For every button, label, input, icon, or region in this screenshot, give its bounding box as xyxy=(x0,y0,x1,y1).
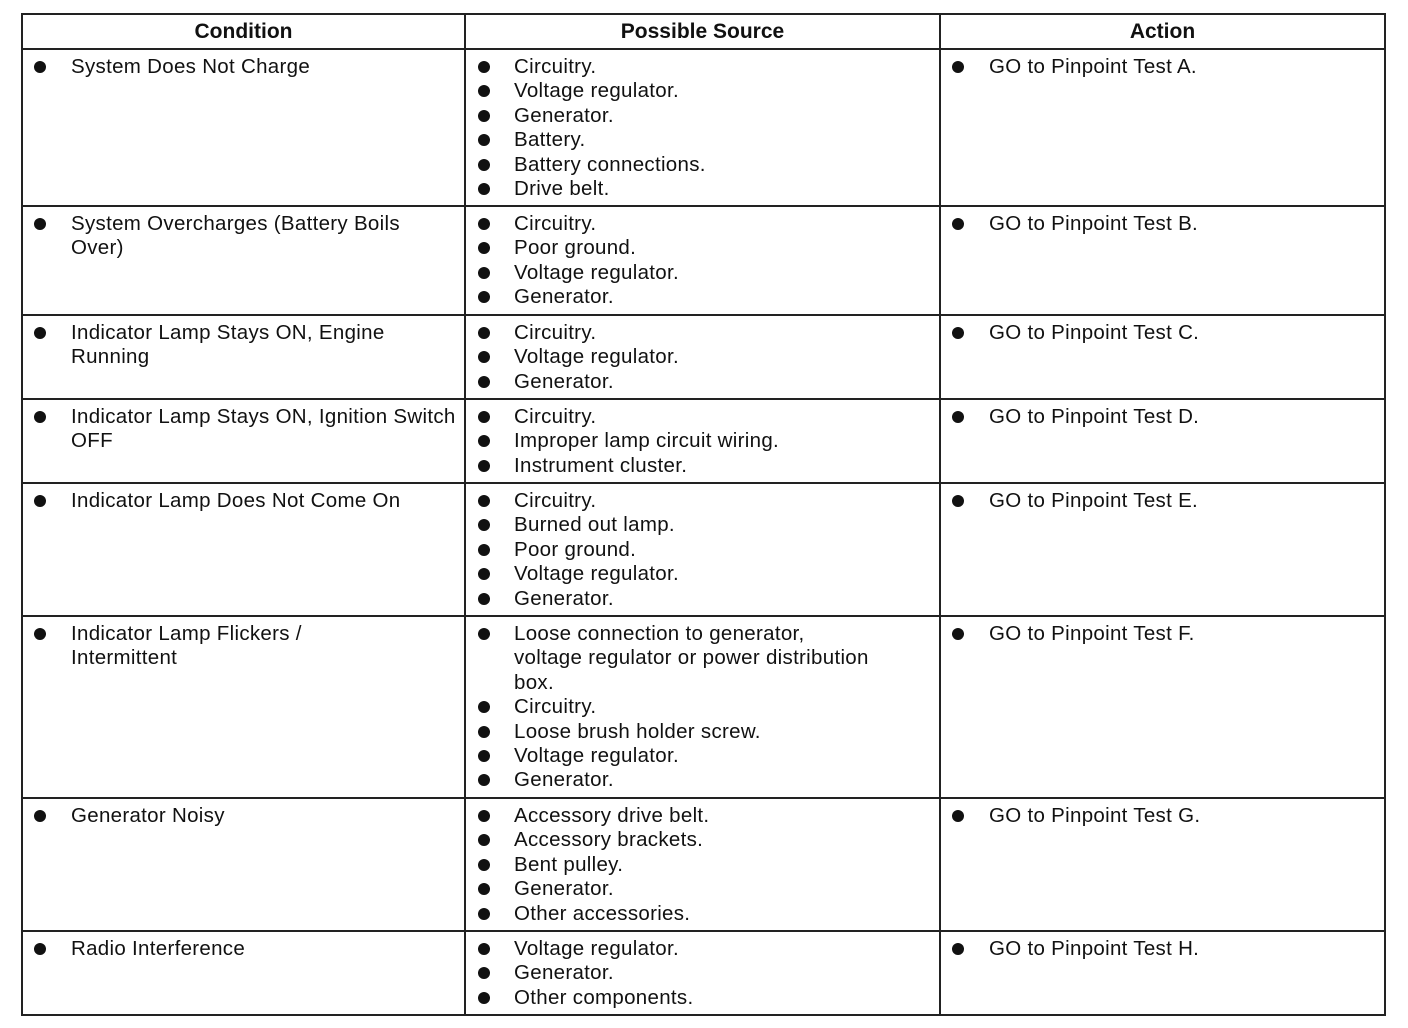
bullet-icon xyxy=(478,327,490,339)
condition-text: System Does Not Charge xyxy=(71,55,311,78)
source-text: Battery connections. xyxy=(514,152,706,176)
bullet-icon xyxy=(478,376,490,388)
header-action: Action xyxy=(940,14,1385,49)
header-condition: Condition xyxy=(22,14,465,49)
source-text: Loose brush holder screw. xyxy=(514,719,761,743)
source-text: Circuitry. xyxy=(514,212,597,235)
list-item xyxy=(941,212,1384,236)
list-item xyxy=(941,405,1384,429)
list-item xyxy=(23,55,464,79)
bullet-icon xyxy=(952,628,964,640)
list-item xyxy=(466,177,939,201)
source-text: Poor ground. xyxy=(514,236,637,260)
list-item xyxy=(23,622,464,671)
list-item xyxy=(466,961,939,985)
source-text: Circuitry. xyxy=(514,695,597,719)
bullet-icon xyxy=(478,774,490,786)
list-item xyxy=(466,720,939,744)
list-item xyxy=(466,321,939,345)
condition-text: Indicator Lamp Stays ON, Engine Running xyxy=(71,321,385,369)
list-item xyxy=(466,454,939,478)
bullet-icon xyxy=(478,218,490,230)
list-item xyxy=(466,695,939,719)
bullet-icon xyxy=(478,568,490,580)
condition-text: Indicator Lamp Stays ON, Ignition Switch OFF xyxy=(71,405,456,453)
source-cell xyxy=(465,49,940,206)
condition-cell xyxy=(22,49,465,206)
action-cell xyxy=(940,798,1385,931)
list-item xyxy=(466,562,939,586)
list-item xyxy=(466,622,939,695)
list-item xyxy=(466,538,939,562)
list-item xyxy=(466,937,939,961)
table-row xyxy=(22,616,1385,798)
list-item xyxy=(466,345,939,369)
bullet-icon xyxy=(478,242,490,254)
list-item xyxy=(23,804,464,828)
source-text: Other components. xyxy=(514,985,694,1009)
action-text: GO to Pinpoint Test F. xyxy=(989,622,1195,645)
action-cell xyxy=(940,399,1385,483)
bullet-icon xyxy=(34,943,46,955)
list-item xyxy=(466,261,939,285)
list-item xyxy=(466,212,939,236)
source-text: Voltage regulator. xyxy=(514,345,679,369)
header-possible-source: Possible Source xyxy=(465,14,940,49)
bullet-icon xyxy=(952,218,964,230)
source-text: Generator. xyxy=(514,369,614,393)
source-cell xyxy=(465,483,940,616)
bullet-icon xyxy=(478,701,490,713)
bullet-icon xyxy=(478,544,490,556)
source-text: Instrument cluster. xyxy=(514,453,688,477)
bullet-icon xyxy=(34,327,46,339)
bullet-icon xyxy=(478,726,490,738)
bullet-icon xyxy=(478,834,490,846)
action-text: GO to Pinpoint Test G. xyxy=(989,804,1201,827)
source-text: Loose connection to generator, voltage regulator or power distribution box. xyxy=(514,622,869,694)
source-text: Generator. xyxy=(514,586,614,610)
condition-text: Indicator Lamp Flickers / Intermittent xyxy=(71,622,302,670)
bullet-icon xyxy=(478,967,490,979)
list-item xyxy=(941,937,1384,961)
table-row xyxy=(22,49,1385,206)
list-item xyxy=(466,104,939,128)
bullet-icon xyxy=(478,411,490,423)
source-text: Improper lamp circuit wiring. xyxy=(514,429,780,453)
bullet-icon xyxy=(952,495,964,507)
source-text: Accessory brackets. xyxy=(514,828,704,852)
source-text: Drive belt. xyxy=(514,177,610,201)
source-cell xyxy=(465,616,940,798)
list-item xyxy=(466,405,939,429)
bullet-icon xyxy=(952,810,964,822)
condition-cell xyxy=(22,315,465,399)
bullet-icon xyxy=(478,495,490,507)
action-text: GO to Pinpoint Test B. xyxy=(989,212,1199,235)
list-item xyxy=(466,768,939,792)
table-body xyxy=(22,49,1385,1015)
source-text: Other accessories. xyxy=(514,901,691,925)
table-row xyxy=(22,483,1385,616)
bullet-icon xyxy=(478,810,490,822)
source-text: Circuitry. xyxy=(514,55,597,78)
list-item xyxy=(466,370,939,394)
bullet-icon xyxy=(478,908,490,920)
condition-cell xyxy=(22,931,465,1015)
bullet-icon xyxy=(478,110,490,122)
source-cell xyxy=(465,206,940,315)
list-item xyxy=(23,405,464,454)
bullet-icon xyxy=(478,750,490,762)
source-text: Voltage regulator. xyxy=(514,937,679,960)
bullet-icon xyxy=(478,883,490,895)
diagnosis-table xyxy=(21,13,1386,1016)
source-text: Voltage regulator. xyxy=(514,744,679,768)
bullet-icon xyxy=(34,218,46,230)
list-item xyxy=(466,744,939,768)
condition-text: Generator Noisy xyxy=(71,804,225,827)
source-text: Generator. xyxy=(514,768,614,792)
bullet-icon xyxy=(478,351,490,363)
source-text: Circuitry. xyxy=(514,321,597,344)
table-row xyxy=(22,315,1385,399)
action-text: GO to Pinpoint Test E. xyxy=(989,489,1199,512)
source-text: Bent pulley. xyxy=(514,852,624,876)
bullet-icon xyxy=(478,628,490,640)
bullet-icon xyxy=(478,267,490,279)
condition-cell xyxy=(22,483,465,616)
condition-cell xyxy=(22,798,465,931)
bullet-icon xyxy=(478,61,490,73)
condition-cell xyxy=(22,616,465,798)
list-item xyxy=(466,804,939,828)
condition-text: Radio Interference xyxy=(71,937,246,960)
source-text: Voltage regulator. xyxy=(514,260,679,284)
bullet-icon xyxy=(952,943,964,955)
bullet-icon xyxy=(478,992,490,1004)
action-cell xyxy=(940,616,1385,798)
table-row xyxy=(22,798,1385,931)
bullet-icon xyxy=(952,327,964,339)
bullet-icon xyxy=(34,810,46,822)
source-cell xyxy=(465,315,940,399)
table-row xyxy=(22,931,1385,1015)
source-text: Voltage regulator. xyxy=(514,562,679,586)
action-text: GO to Pinpoint Test C. xyxy=(989,321,1200,344)
bullet-icon xyxy=(478,291,490,303)
list-item xyxy=(466,55,939,79)
source-text: Circuitry. xyxy=(514,489,597,512)
list-item xyxy=(23,321,464,370)
list-item xyxy=(466,489,939,513)
bullet-icon xyxy=(34,495,46,507)
list-item xyxy=(941,55,1384,79)
bullet-icon xyxy=(478,519,490,531)
source-text: Battery. xyxy=(514,128,586,152)
bullet-icon xyxy=(952,411,964,423)
bullet-icon xyxy=(952,61,964,73)
list-item xyxy=(466,853,939,877)
table-row xyxy=(22,399,1385,483)
source-text: Circuitry. xyxy=(514,405,597,428)
bullet-icon xyxy=(478,435,490,447)
action-text: GO to Pinpoint Test D. xyxy=(989,405,1200,428)
source-text: Generator. xyxy=(514,285,614,309)
bullet-icon xyxy=(34,61,46,73)
source-text: Generator. xyxy=(514,103,614,127)
source-text: Burned out lamp. xyxy=(514,513,675,537)
bullet-icon xyxy=(478,159,490,171)
bullet-icon xyxy=(478,943,490,955)
list-item xyxy=(466,986,939,1010)
list-item xyxy=(466,285,939,309)
list-item xyxy=(466,128,939,152)
bullet-icon xyxy=(34,628,46,640)
source-text: Voltage regulator. xyxy=(514,79,679,103)
list-item xyxy=(23,937,464,961)
list-item xyxy=(466,236,939,260)
action-cell xyxy=(940,49,1385,206)
bullet-icon xyxy=(478,593,490,605)
list-item xyxy=(941,489,1384,513)
list-item xyxy=(941,804,1384,828)
list-item xyxy=(466,429,939,453)
bullet-icon xyxy=(478,460,490,472)
bullet-icon xyxy=(478,183,490,195)
source-text: Generator. xyxy=(514,877,614,901)
table-row xyxy=(22,206,1385,315)
list-item xyxy=(466,153,939,177)
action-cell xyxy=(940,206,1385,315)
condition-text: System Overcharges (Battery Boils Over) xyxy=(71,212,400,260)
source-text: Poor ground. xyxy=(514,537,637,561)
list-item xyxy=(466,877,939,901)
bullet-icon xyxy=(478,859,490,871)
bullet-icon xyxy=(34,411,46,423)
action-text: GO to Pinpoint Test A. xyxy=(989,55,1197,78)
action-cell xyxy=(940,483,1385,616)
action-cell xyxy=(940,931,1385,1015)
list-item xyxy=(466,513,939,537)
list-item xyxy=(23,212,464,261)
header-row xyxy=(22,14,1385,49)
list-item xyxy=(466,902,939,926)
list-item xyxy=(466,587,939,611)
list-item xyxy=(23,489,464,513)
source-cell xyxy=(465,798,940,931)
source-text: Accessory drive belt. xyxy=(514,804,710,827)
action-text: GO to Pinpoint Test H. xyxy=(989,937,1200,960)
source-text: Generator. xyxy=(514,961,614,985)
source-cell xyxy=(465,399,940,483)
bullet-icon xyxy=(478,134,490,146)
list-item xyxy=(941,321,1384,345)
source-cell xyxy=(465,931,940,1015)
bullet-icon xyxy=(478,85,490,97)
list-item xyxy=(466,828,939,852)
condition-text: Indicator Lamp Does Not Come On xyxy=(71,489,401,512)
action-cell xyxy=(940,315,1385,399)
list-item xyxy=(941,622,1384,646)
condition-cell xyxy=(22,206,465,315)
condition-cell xyxy=(22,399,465,483)
list-item xyxy=(466,79,939,103)
